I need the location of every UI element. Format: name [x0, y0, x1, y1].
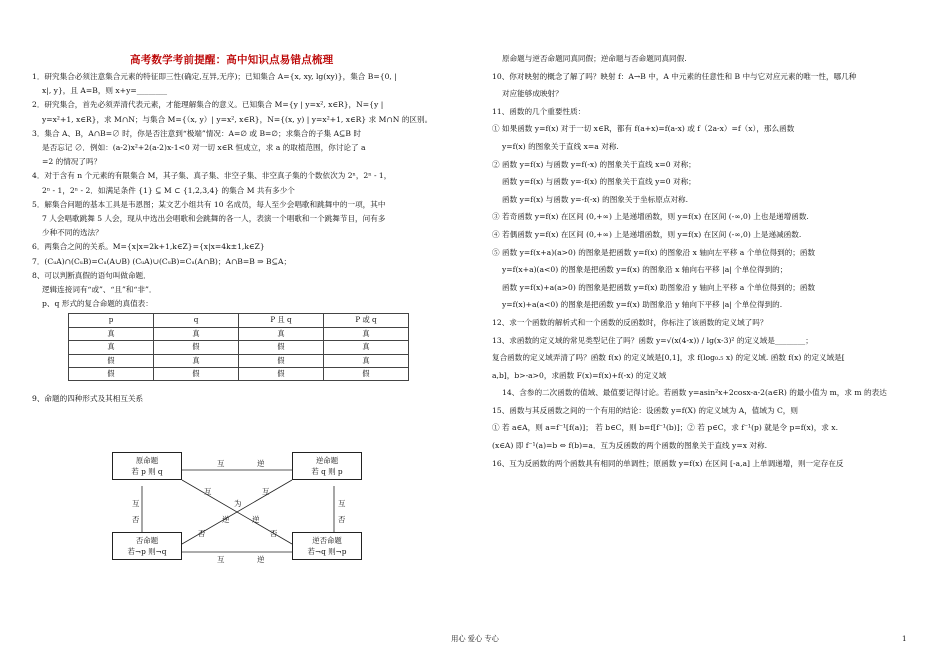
page-footer: 用心 爱心 专心 — [451, 634, 499, 643]
box-content: 若¬q 则¬p — [307, 547, 347, 556]
box-content: 若¬p 则¬q — [127, 547, 167, 556]
table-cell: 假 — [69, 368, 154, 381]
relation-label: 逆 — [222, 515, 230, 524]
text-line: 2ⁿ - 1，2ⁿ - 2．如满足条件 {1} ⊆ M ⊂ {1,2,3,4} 的集合 M 共有多少个 — [42, 185, 295, 195]
left-column — [32, 50, 457, 406]
text-line: 函数 y=f(x) 与函数 y=-f(-x) 的图象关于坐标原点对称. — [502, 194, 689, 204]
text-line: ⑤ 函数 y=f(x+a)(a>0) 的图象是把函数 y=f(x) 的图象沿 x 轴向左平移 a 个单位得到的；函数 — [492, 247, 816, 257]
text-line: 2．研究集合，首先必须弄清代表元素，才能理解集合的意义。已知集合 M={y | y=x², x∈R}，N={y | — [32, 100, 384, 110]
table-cell: 假 — [324, 368, 409, 381]
table-cell: 真 — [154, 354, 239, 367]
table-row — [69, 354, 409, 367]
relation-label: 否 — [338, 515, 346, 524]
text-line: 逻辑连接词有“或”、“且”和“非”． — [42, 285, 157, 295]
text-line: y=f(x)+a(a<0) 的图象是把函数 y=f(x) 助图象沿 y 轴向下平移 |a| 个单位得到的. — [502, 300, 783, 310]
relation-label: 互 — [132, 499, 140, 508]
truth-table — [68, 313, 409, 381]
text-line: y=x²+1, x∈R}，求 M∩N；与集合 M={（x, y）| y=x², x∈R}，N={(x, y) | y=x²+1, x∈R} 求 M∩N 的区别。 — [42, 114, 433, 124]
page-title: 高考数学考前提醒：高中知识点易错点梳理 — [130, 54, 334, 66]
text-line: (x∈A) 即 f⁻¹(a)=b ⇔ f(b)=a．互为反函数的两个函数的图象关于直线 y=x 对称. — [492, 441, 768, 451]
table-row — [69, 327, 409, 340]
four-propositions-diagram — [112, 452, 412, 572]
box-title: 原命题 — [135, 456, 159, 465]
converse-proposition-box — [292, 452, 362, 480]
box-title: 否命题 — [135, 536, 159, 545]
truth-table-header-cell: P 或 q — [324, 314, 409, 327]
text-line: 11、函数的几个重要性质： — [492, 106, 586, 116]
table-cell: 假 — [239, 368, 324, 381]
table-cell: 真 — [69, 341, 154, 354]
left-text-block — [32, 70, 457, 311]
text-line: 15、函数与其反函数之间的一个有用的结论：设函数 y=f(X) 的定义域为 A，值域为 C，则 — [492, 405, 798, 415]
relation-label: 互 — [217, 459, 225, 468]
relation-label: 互 — [217, 555, 225, 564]
table-cell: 真 — [324, 327, 409, 340]
text-line: a,b]，b>-a>0，求函数 F(x)=f(x)+f(-x) 的定义域 — [492, 370, 667, 380]
table-cell: 真 — [69, 327, 154, 340]
text-line: =2 的情况了吗？ — [42, 157, 102, 167]
truth-table-header-cell: p — [69, 314, 154, 327]
relation-label: 互 — [262, 487, 270, 496]
truth-table-header — [69, 314, 409, 327]
text-line: 10、你对映射的概念了解了吗？映射 f：A→B 中，A 中元素的任意性和 B 中与它对应元素的唯一性，哪几种 — [492, 71, 857, 81]
text-line: 对应能够成映射？ — [502, 89, 563, 99]
text-line: 8、可以判断真假的语句叫做命题． — [32, 270, 151, 280]
text-line: 1．研究集合必须注意集合元素的特征即三性(确定,互异,无序)；已知集合 A={x, xy, lg(xy)}，集合 B={0, | — [32, 72, 397, 81]
table-cell: 假 — [154, 368, 239, 381]
text-line: 6．两集合之间的关系。M={x|x=2k+1,k∈Z}={x|x=4k±1,k∈Z} — [32, 242, 265, 252]
text-line: 13、求函数的定义域的常见类型记住了吗？函数 y=√(x(4-x)) / lg(x-3)² 的定义域是________； — [492, 335, 813, 345]
original-proposition-box — [112, 452, 182, 480]
table-cell: 假 — [239, 354, 324, 367]
table-cell: 真 — [324, 354, 409, 367]
text-line: 12、求一个函数的解析式和一个函数的反函数时，你标注了该函数的定义域了吗？ — [492, 317, 768, 327]
relation-label: 逆 — [252, 515, 260, 524]
text-line: 原命题与逆否命题同真同假；逆命题与否命题同真同假. — [502, 54, 687, 63]
truth-table-header-cell: P 且 q — [239, 314, 324, 327]
text-line: 少种不同的选法？ — [42, 228, 103, 238]
box-content: 若 q 则 p — [311, 467, 343, 476]
text-line: 是否忘记 ∅．例如：(a-2)x²+2(a-2)x-1<0 对一切 x∈R 恒成立，求 a 的取植范围，你讨论了 a — [42, 143, 366, 153]
relation-label: 为 — [234, 499, 242, 508]
truth-table-header-cell: q — [154, 314, 239, 327]
text-line: 14、含参的二次函数的值域、最值要记得讨论。若函数 y=asin²x+2cosx-a-2(a∈R) 的最小值为 m，求 m 的表达 — [502, 388, 887, 398]
text-line: 5．解集合问题的基本工具是韦恩图；某文艺小组共有 10 名成员，每人至少会唱歌和跳舞中的一项，其中 — [32, 199, 386, 209]
text-line: 3．集合 A、B，A∩B=∅ 时，你是否注意到“极端”情况：A=∅ 或 B=∅；求集合的子集 A⊆B 时 — [32, 128, 362, 138]
item-9-heading: 9、命题的四种形式及其相互关系 — [32, 394, 144, 404]
inverse-proposition-box — [112, 532, 182, 560]
text-line: ① 若 a∈A，则 a=f⁻¹[f(a)]； 若 b∈C，则 b=f[f⁻¹(b)]；② 若 p∈C，求 f⁻¹(p) 就是令 p=f(x)，求 x. — [492, 423, 839, 433]
text-line: p、q 形式的复合命题的真值表： — [42, 299, 153, 309]
text-line: 函数 y=f(x)+a(a>0) 的图象是把函数 y=f(x) 助图象沿 y 轴向上平移 a 个单位得到的；函数 — [502, 282, 816, 292]
text-line: ① 如果函数 y=f(x) 对于一切 x∈R，都有 f(a+x)=f(a-x) 或 f（2a-x）=f（x），那么函数 — [492, 124, 795, 134]
relation-label: 互 — [204, 487, 212, 496]
text-line: ③ 若奇函数 y=f(x) 在区间 (0,+∞) 上是递增函数，则 y=f(x) 在区间 (-∞,0) 上也是递增函数. — [492, 212, 809, 222]
box-title: 逆否命题 — [312, 536, 342, 545]
table-cell: 假 — [239, 341, 324, 354]
page-number: 1 — [902, 634, 907, 643]
text-line: 函数 y=f(x) 与函数 y=-f(x) 的图象关于直线 y=0 对称； — [502, 177, 696, 187]
text-line: 7 人会唱歌跳舞 5 人会，现从中选出会唱歌和会跳舞的各一人，表演一个唱歌和一个跳舞节目，问有多 — [42, 214, 386, 224]
text-line: y=f(x) 的图象关于直线 x=a 对称. — [502, 141, 619, 151]
right-text-block — [492, 50, 912, 472]
table-cell: 假 — [154, 341, 239, 354]
table-cell: 真 — [324, 341, 409, 354]
relation-label: 互 — [338, 499, 346, 508]
relation-label: 否 — [132, 515, 140, 524]
text-line: 4．对于含有 n 个元素的有限集合 M，其子集、真子集、非空子集、非空真子集的个数依次为 2ⁿ，2ⁿ - 1， — [32, 171, 392, 181]
table-cell: 假 — [69, 354, 154, 367]
contrapositive-box — [292, 532, 362, 560]
box-title: 逆命题 — [315, 456, 339, 465]
relation-label: 逆 — [257, 555, 265, 564]
text-line: 7．(CᵤA)∩(CᵤB)=Cᵤ(A∪B) (CᵤA)∪(CᵤB)=Cᵤ(A∩B)；A∩B=B ⇒ B⊆A； — [32, 256, 292, 266]
table-cell: 真 — [239, 327, 324, 340]
relation-label: 逆 — [257, 459, 265, 468]
text-line: 16、互为反函数的两个函数具有相同的单调性；原函数 y=f(x) 在区间 [-a,a] 上单调递增，则一定存在反 — [492, 458, 844, 468]
box-content: 若 p 则 q — [131, 467, 163, 476]
text-line: ② 函数 y=f(x) 与函数 y=f(-x) 的图象关于直线 x=0 对称； — [492, 159, 696, 169]
table-cell: 真 — [154, 327, 239, 340]
right-column — [492, 50, 912, 472]
table-row — [69, 341, 409, 354]
text-line: y=f(x+a)(a<0) 的图象是把函数 y=f(x) 的图象沿 x 轴向右平移 |a| 个单位得到的； — [502, 265, 788, 275]
table-row — [69, 368, 409, 381]
text-line: x|, y}，且 A=B，则 x+y=________ — [42, 86, 168, 96]
text-line: ④ 若偶函数 y=f(x) 在区间 (0,+∞) 上是递增函数，则 y=f(x) 在区间 (-∞,0) 上是递减函数. — [492, 229, 802, 239]
text-line: 复合函数的定义域弄清了吗？函数 f(x) 的定义域是[0,1]，求 f(log₀.₅ x) 的定义域. 函数 f(x) 的定义域是[ — [492, 353, 845, 363]
relation-label: 否 — [198, 529, 206, 538]
relation-label: 否 — [270, 529, 278, 538]
